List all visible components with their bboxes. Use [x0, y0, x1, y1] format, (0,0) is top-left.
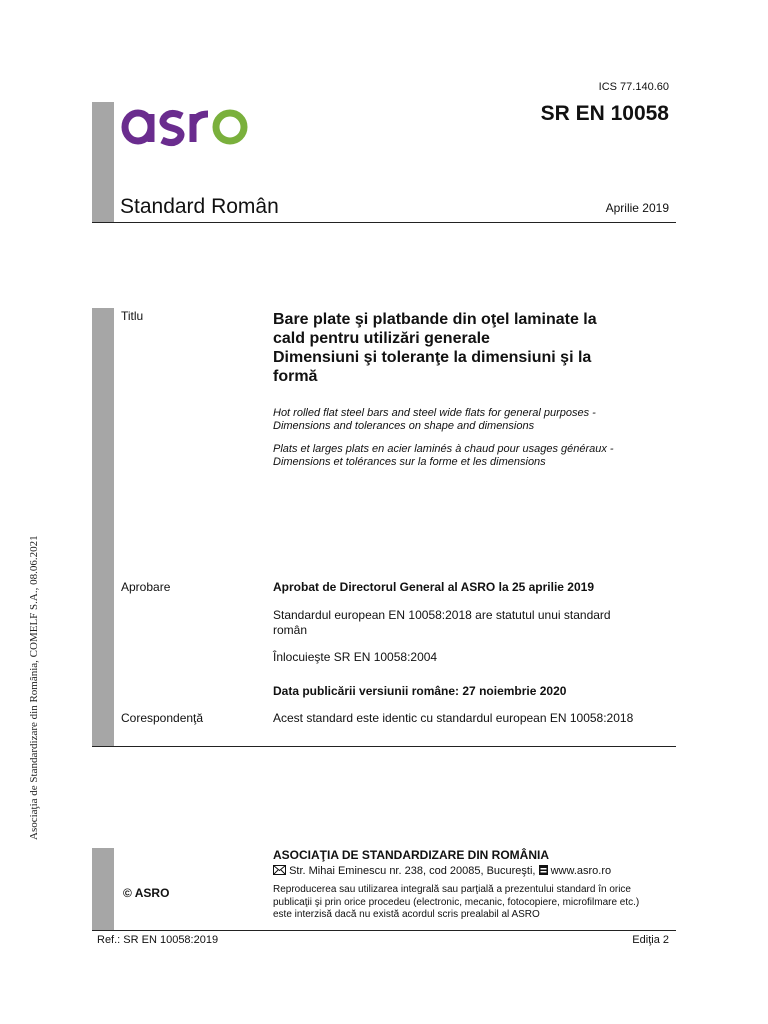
main-gray-bar: [92, 308, 114, 746]
ro-title-line: formă: [273, 368, 318, 385]
edition: Ediţia 2: [632, 934, 669, 946]
correspondence-text: Acest standard este identic cu standardul european EN 10058:2018: [273, 711, 634, 725]
title-label: Titlu: [121, 309, 144, 323]
org-address: Str. Mihai Eminescu nr. 238, cod 20085, Bucureşti,: [289, 865, 536, 877]
website-link[interactable]: www.asro.ro: [550, 865, 612, 877]
web-icon: [539, 865, 548, 878]
footer-gray-bar: [92, 848, 114, 930]
status-line: român: [273, 623, 308, 637]
ro-title-line: Bare plate şi platbande din oţel laminate la: [273, 311, 597, 328]
fr-title-line: Plats et larges plats en acier laminés à chaud pour usages généraux -: [273, 443, 614, 455]
publication-date: Data publicării versiunii române: 27 noiembrie 2020: [273, 684, 567, 698]
standard-code: SR EN 10058: [540, 102, 669, 125]
standard-type: Standard Român: [120, 195, 279, 218]
english-title: [273, 407, 596, 433]
fr-title-line: Dimensions et tolérances sur la forme et les dimensions: [273, 456, 546, 468]
approved-by: Aprobat de Directorul General al ASRO la 25 aprilie 2019: [273, 580, 595, 594]
status-line: Standardul european EN 10058:2018 are statutul unui standard: [273, 608, 611, 622]
asro-logo: [120, 92, 260, 152]
org-contact: [273, 865, 611, 878]
side-watermark: Asociaţia de Standardizare din România, COMELF S.A., 08.06.2021: [28, 535, 40, 840]
footer-rule: [92, 930, 676, 931]
org-name: ASOCIAŢIA DE STANDARDIZARE DIN ROMÂNIA: [273, 848, 549, 862]
envelope-icon: [273, 865, 286, 878]
ro-title-line: cald pentru utilizări generale: [273, 330, 490, 347]
main-rule: [92, 746, 676, 747]
ro-title-line: Dimensiuni şi toleranţe la dimensiuni şi la: [273, 349, 592, 366]
page-ref: Ref.: SR EN 10058:2019: [97, 934, 219, 946]
ics-code: ICS 77.140.60: [598, 81, 669, 93]
approval-label: Aprobare: [121, 580, 171, 594]
notice-line: este interzisă dacă nu există acordul scris prealabil al ASRO: [273, 909, 540, 920]
replaces-text: Înlocuieşte SR EN 10058:2004: [273, 650, 438, 664]
en-title-line: Hot rolled flat steel bars and steel wide flats for general purposes -: [273, 407, 596, 419]
header-rule: [92, 222, 676, 223]
standard-date: Aprilie 2019: [605, 201, 669, 215]
asro-logo-graphic: [120, 92, 260, 152]
en-title-line: Dimensions and tolerances on shape and dimensions: [273, 420, 535, 432]
romanian-title: [273, 310, 597, 386]
notice-line: publicaţii şi prin orice procedeu (electronic, mecanic, fotocopiere, microfilmare etc.): [273, 896, 640, 908]
french-title: [273, 443, 614, 469]
notice-line: Reproducerea sau utilizarea integrală sau parţială a prezentului standard în orice: [273, 884, 631, 895]
correspondence-label: Corespondenţă: [121, 711, 204, 725]
copyright: © ASRO: [123, 886, 170, 900]
reproduction-notice: [273, 884, 639, 922]
header-gray-bar: [92, 102, 114, 222]
status-text: [273, 608, 611, 638]
